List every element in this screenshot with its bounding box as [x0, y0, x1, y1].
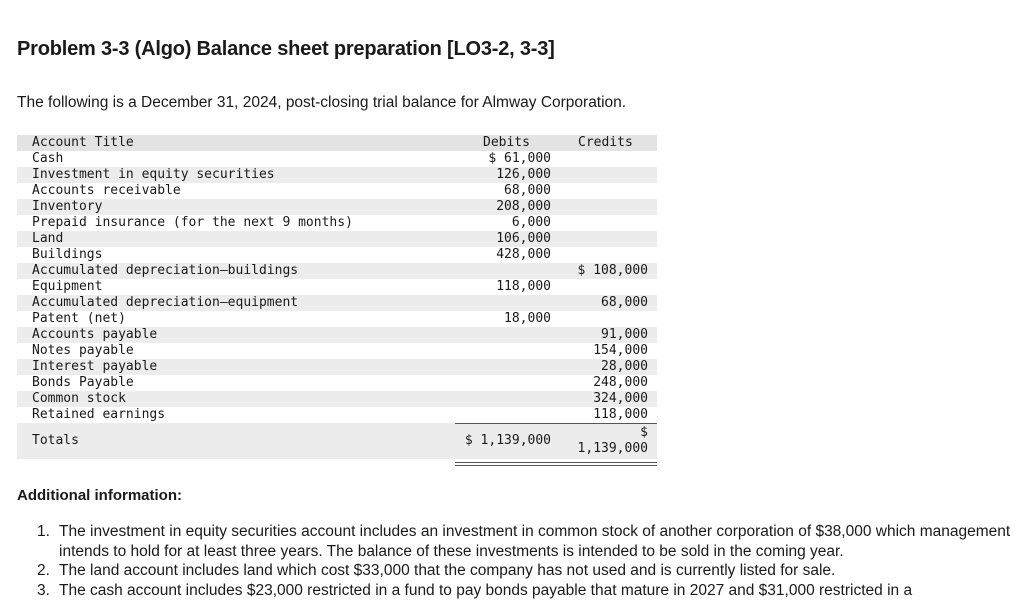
credit-value: 154,000 [593, 343, 648, 358]
account-title: Patent (net) [32, 311, 126, 326]
debit-value: 106,000 [496, 231, 551, 246]
totals-label: Totals [32, 433, 79, 448]
totals-credit-amount: 1,139,000 [577, 441, 648, 456]
problem-title: Problem 3-3 (Algo) Balance sheet preparation [LO3-2, 3-3] [17, 38, 555, 60]
header-debits: Debits [483, 135, 530, 150]
credit-value: 248,000 [593, 375, 648, 390]
totals-debit: $ 1,139,000 [464, 433, 551, 448]
table-row [17, 295, 657, 311]
debit-value: 126,000 [496, 167, 551, 182]
list-item [37, 522, 1017, 561]
account-title: Retained earnings [32, 407, 166, 422]
table-row [17, 279, 657, 295]
list-item-number: 1. [37, 523, 50, 540]
table-header-row [17, 135, 657, 151]
table-row [17, 151, 657, 167]
table-row [17, 359, 657, 375]
debit-value: 428,000 [496, 247, 551, 262]
account-title: Cash [32, 151, 64, 166]
account-title: Accumulated depreciation—equipment [32, 295, 299, 310]
list-item-text: The investment in equity securities account includes an investment in common stock of another corporation of $38,000 which management intends to hold for at least three years. The balance of these investments is intended to be sold in the coming year. [59, 523, 1011, 560]
table-row [17, 311, 657, 327]
debit-value: 18,000 [504, 311, 551, 326]
header-account-title: Account Title [32, 135, 134, 150]
header-credits: Credits [578, 135, 633, 150]
table-row [17, 215, 657, 231]
credit-value: 28,000 [601, 359, 648, 374]
table-row [17, 263, 657, 279]
credit-value: 324,000 [593, 391, 648, 406]
debit-value: 6,000 [511, 215, 551, 230]
debit-value: 68,000 [504, 183, 551, 198]
list-item-text: The cash account includes $23,000 restricted in a fund to pay bonds payable that mature in 2027 and $31,000 restricted in a [59, 581, 913, 599]
table-row [17, 183, 657, 199]
table-row [17, 231, 657, 247]
table-row [17, 375, 657, 391]
totals-double-rule-1 [455, 462, 657, 463]
totals-credit-symbol: $ [640, 425, 648, 440]
additional-info-heading: Additional information: [17, 487, 182, 504]
table-row [17, 199, 657, 215]
account-title: Notes payable [32, 343, 134, 358]
list-item-text: The land account includes land which cost $33,000 that the company has not used and is currently listed for sale. [59, 562, 836, 579]
trial-balance-table [17, 135, 657, 459]
account-title: Prepaid insurance (for the next 9 months) [32, 215, 353, 230]
table-row [17, 247, 657, 263]
intro-text: The following is a December 31, 2024, post-closing trial balance for Almway Corporation. [17, 94, 627, 111]
account-title: Land [32, 231, 64, 246]
account-title: Bonds Payable [32, 375, 134, 390]
list-item [37, 561, 1017, 581]
totals-credit [578, 425, 648, 457]
list-item-number: 3. [37, 581, 50, 599]
credit-value: 91,000 [601, 327, 648, 342]
table-row [17, 343, 657, 359]
credit-value: 118,000 [593, 407, 648, 422]
debit-value: $ 61,000 [488, 151, 551, 166]
credit-value: 68,000 [601, 295, 648, 310]
account-title: Investment in equity securities [32, 167, 275, 182]
account-title: Accounts payable [32, 327, 158, 342]
account-title: Accumulated depreciation—buildings [32, 263, 299, 278]
account-title: Accounts receivable [32, 183, 181, 198]
list-item [37, 581, 1017, 601]
table-row [17, 407, 657, 423]
account-title: Common stock [32, 391, 126, 406]
totals-row [17, 423, 657, 459]
totals-top-rule [455, 423, 657, 424]
debit-value: 208,000 [496, 199, 551, 214]
account-title: Buildings [32, 247, 103, 262]
totals-double-rule-2 [455, 465, 657, 466]
table-row [17, 167, 657, 183]
additional-info-list [37, 522, 1017, 600]
account-title: Equipment [32, 279, 103, 294]
table-row [17, 391, 657, 407]
credit-value: $ 108,000 [577, 263, 648, 278]
debit-value: 118,000 [496, 279, 551, 294]
account-title: Inventory [32, 199, 103, 214]
table-row [17, 327, 657, 343]
list-item-number: 2. [37, 562, 50, 579]
account-title: Interest payable [32, 359, 158, 374]
